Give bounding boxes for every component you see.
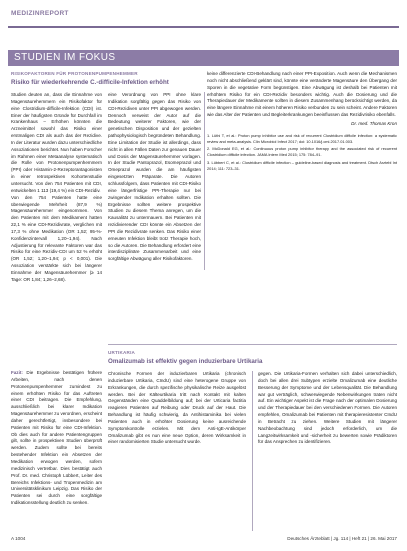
conclusion-lead: Fazit:: [11, 370, 23, 375]
article1-col3-paragraph: eine Verordnung von PPI ohne klare Indikation sorgfältig gegen das Risiko von CDI-Rezidiven unter PPI abgewogen werden. Dennoch verweist der Autor auf die Bedeutung weiterer Faktoren, wie der genetischen Disposition und der gezielten pathophysiologisch begründeten Behandlung. Eine Limitation der Studie ist allerdings, dass nicht in allen Fällen Daten zur genauen Dauer und Dosis der Magensäurehemmer vorlagen. In der Studie Pantoprazol, Esomeprazol und Omeprazol wurden die am häufigsten eingesetzten Präparate. Die Autoren schlussfolgern, dass Patienten mit CDI-Risiko eine längerfristige PPI-Therapie nur bei zwingender Indikation erhalten sollten. Die Ergebnisse sollten weitere prospektive Studien zu diesem Thema anregen, um die Kausalität zu untermauern. Bei Patienten mit rezidivierender CDI könnte ein Absetzen der PPI die Rezidivrate senken. Das Risiko einer erneuten Infektion bleibt trotz Therapie hoch, so die Autoren. Die Behandlung erfordert eine interdisziplinäre Zusammenarbeit und eine sorgfältige Abwägung aller Risikofaktoren.: [108, 92, 201, 262]
article1-signature: Dr. med. Thomas Kron: [351, 120, 397, 126]
article1-column-2: [11, 370, 102, 530]
page-number: A 1004: [11, 536, 26, 541]
banner-title: STUDIEN IM FOKUS: [14, 52, 116, 63]
article1-col4-paragraph: keine differenzierte CDI-Behandlung nach einer PPI-Exposition. Auch wenn die Mechanismen noch nicht abschließend geklärt sind, könnte eine veränderte Magensäure den Übergang der Sporen in die vegetative Form begünstigen. Eine Abwägung ist deshalb bei Patienten mit erhöhtem Risiko für ein CDI-Rezidiv besonders wichtig. Auch die Dosierung und die Therapiedauer der Medikamente sollten in diesem Zusammenhang berücksichtigt werden, da eine längere Einnahme mit einem höheren Risiko verbunden zu sein scheint. Andere Faktoren wie das Alter der Patienten und Begleiterkrankungen beeinflussen das Rezidivrisiko ebenfalls.: [207, 71, 397, 118]
article-separator: [108, 344, 397, 345]
article2-column-2: [258, 371, 397, 531]
article1-column-3: [108, 92, 201, 270]
article1-headline: Risiko für wiederkehrende C.-difficile-Infektion erhöht: [11, 79, 169, 86]
article1-column-4: [207, 71, 397, 339]
reference-item: 1. Lüthi T, et al.: Proton pump inhibitor use and risk of recurrent Clostridium difficile infection: a systematic review and meta-analysis. Clin Microbiol Infect 2017; doi: 10.1016/j.cmi.2017.01.003.: [207, 132, 397, 144]
article2-col2-paragraph: gegen. Die Urtikaria-Formen verhalten sich dabei unterschiedlich, doch bei allen drei Subtypen erzielte Omalizumab eine deutliche Besserung der Symptome und der Lebensqualität. Die Behandlung war gut verträglich, schwerwiegende Nebenwirkungen traten nicht auf. Ein wichtiger Aspekt ist die Frage nach der optimalen Dosierung und der Therapiedauer bei den verschiedenen Formen. Die Autoren empfehlen, Omalizumab bei Patienten mit therapieresistenter CIndU in Betracht zu ziehen. Weitere Studien mit längerer Nachbeobachtung sind jedoch erforderlich, um die Langzeitwirksamkeit und -sicherheit zu bewerten sowie Prädiktoren für das Ansprechen zu identifizieren.: [258, 371, 397, 445]
article1-references: [207, 133, 397, 172]
column-divider-2: [252, 371, 253, 531]
article2-col1-paragraph: Chronische Formen der induzierbaren Urtikaria (chronisch induzierbare Urtikaria, CIndU) sind eine heterogene Gruppe von Erkrankungen, die durch spezifische physikalische Reize ausgelöst werden. Bei der Kälteurtikaria tritt nach Kontakt mit kalten Gegenständen eine Quaddelbildung auf; bei der Urticaria factitia reagieren Patienten auf Reibung oder Druck auf der Haut. Die Behandlung ist häufig schwierig, da Antihistaminika bei vielen Patienten auch in erhöhter Dosierung keine ausreichende Symptomkontrolle erzielen. Mit dem Anti-IgE-Antikörper Omalizumab gibt es nun eine neue Option, deren Wirksamkeit in einer randomisierten Studie untersucht wurde.: [108, 371, 246, 445]
section-rule: [8, 26, 399, 28]
article2-headline: Omalizumab ist effektiv gegen induzierbare Urtikaria: [108, 358, 263, 365]
article2-column-1: [108, 371, 246, 531]
article1-conclusion: Fazit: Die Ergebnisse bestätigen frühere Arbeiten, nach denen Protonenpumpenhemmer zumindest zu einem erhöhten Risiko für das Auftreten einer CDI beitragen. Die Empfehlung, ausschließlich bei klarer Indikation Magensäurehemmer zu verordnen, erscheint daher gerechtfertigt, insbesondere bei Patienten mit Risiko für eine CDI-Infektion. Ob dies auch für andere Patientengruppen gilt, sollte in prospektiven Studien überprüft werden. Zudem sollte bei bereits bestehender Infektion ein Absetzen der Medikation erwogen werden, sofern medizinisch vertretbar. Dies bestätigt auch Prof. Dr. med. Christoph Lübbert, Leiter des Bereichs Infektions- und Tropenmedizin am Universitätsklinikum Leipzig. Das Risiko der Patienten sei durch eine sorgfältige Indikationsstellung deutlich zu senken.: [11, 370, 102, 506]
article1-column-1: [11, 92, 102, 366]
article1-kicker: RISIKOFAKTOREN FÜR PROTONENPUMPENHEMMER: [11, 71, 138, 76]
column-divider-1: [204, 92, 205, 270]
reference-item: 2. McDonald EG, et al.: Continuous proton pump inhibitor therapy and the associated risk of recurrent Clostridium difficile infection. JAMA Intern Med 2015; 175: 784–91.: [207, 146, 397, 158]
article1-col1-paragraph-2: Von den 754 Patienten hatte eine überwiegende Mehrheit (87,9 %) Magensäurehemmer eingenommen. Von den Patienten mit dem Medikament hatten 22,1 % eine CDI-Rezidivrate, verglichen mit 17,3 % ohne Medikation (OR 1,52; 95-%-Konfidenzintervall 1,20–1,94). Nach Adjustierung für relevante Faktoren war das Risiko für eine Rezidiv-CDI um 52 % erhöht (OR 1,52; 1,20–1,94; p < 0,001). Die Assoziation verstärkte sich bei längerer Einnahme der Magensäurehemmer (≥ 14 Tage: OR 1,84; 1,26–2,68).: [11, 194, 102, 282]
article2-kicker: URTIKARIA: [108, 350, 136, 355]
article1-col1-paragraph-1: Studien deuten an, dass die Einnahme von Magensäurehemmern ein Risikofaktor für eine Clostridium-difficile-Infektion (CDI) ist. Einer der häufigsten Gründe für Durchfall im Krankenhaus – Erhöhen könnten die Arzneimittel sowohl das Risiko einer erstmaligen CDI als auch das der Rezidive. In der Literatur wurden dazu unterschiedliche Assoziationen berichtet. Nun haben Forscher im Rahmen einer Metaanalyse systematisch die Rolle von Protonenpumpenhemmern (PPI) oder Histamin-2-Rezeptorantagonisten in einer retrospektiven Kohortenstudie untersucht. Von den 754 Patienten mit CDI, entwickelten 1 113 (19,4 %) ein CDI-Rezidiv.: [11, 92, 102, 193]
reference-item: 3. Lübbert C, et al.: Clostridium difficile infection – guideline-based diagnosis and treatment. Dtsch Arztebl Int 2014; 111: 723–31.: [207, 159, 397, 171]
focus-banner: [8, 50, 399, 66]
section-label: MEDIZINREPORT: [11, 10, 69, 17]
journal-citation: Deutsches Ärzteblatt | Jg. 114 | Heft 21 | 26. Mai 2017: [287, 536, 397, 541]
